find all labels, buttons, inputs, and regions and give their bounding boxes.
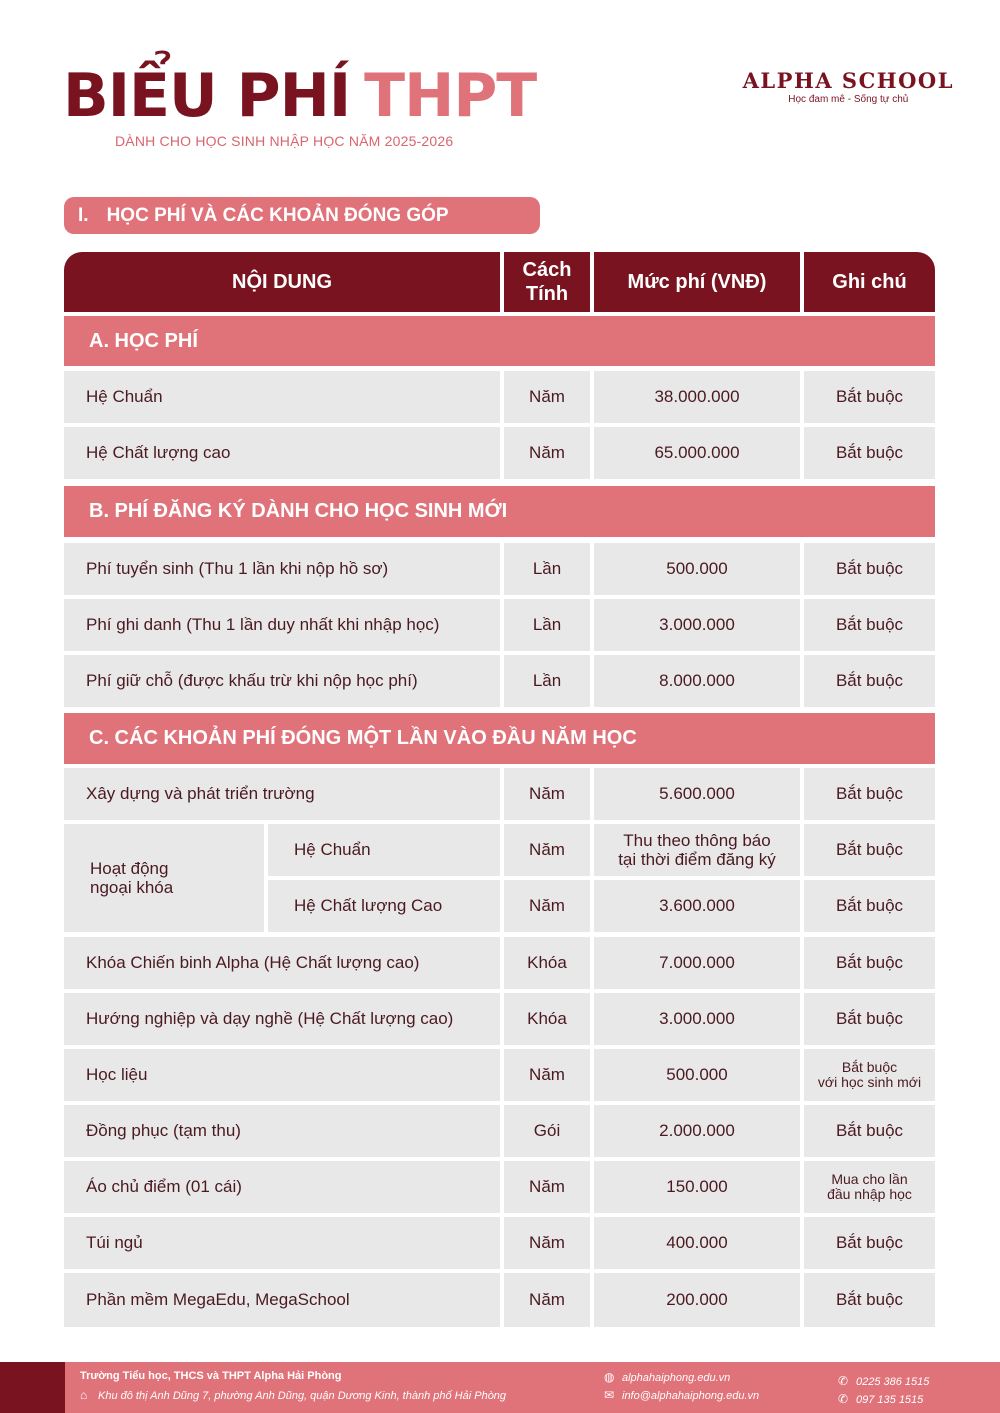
table-cell-content: Phí ghi danh (Thu 1 lần duy nhất khi nhập học) xyxy=(64,599,500,651)
table-cell-content: Đồng phục (tạm thu) xyxy=(64,1105,500,1157)
note-line2: với học sinh mới xyxy=(817,1074,922,1090)
mail-icon: ✉ xyxy=(604,1388,615,1402)
note-line2: đầu nhập học xyxy=(827,1186,912,1202)
footer-website-text: alphahaiphong.edu.vn xyxy=(622,1372,731,1384)
group-c-title: C. CÁC KHOẢN PHÍ ĐÓNG MỘT LẦN VÀO ĐẦU NĂM HỌC xyxy=(64,713,935,764)
table-cell-method: Lần xyxy=(504,599,590,651)
header-content: NỘI DUNG xyxy=(64,252,500,312)
table-cell-fee: 3.000.000 xyxy=(594,599,800,651)
footer-accent-block xyxy=(0,1362,65,1413)
table-cell-note xyxy=(804,1049,935,1101)
table-cell-fee: 3.000.000 xyxy=(594,993,800,1045)
table-cell-fee: 500.000 xyxy=(594,543,800,595)
footer-phone2[interactable] xyxy=(838,1392,923,1406)
table-cell-note: Bắt buộc xyxy=(804,880,935,932)
table-cell-method: Năm xyxy=(504,768,590,820)
section-label: HỌC PHÍ VÀ CÁC KHOẢN ĐÓNG GÓP xyxy=(106,205,449,226)
fee-line1: Thu theo thông báo xyxy=(623,831,771,850)
table-cell-note: Bắt buộc xyxy=(804,937,935,989)
footer-phone1[interactable] xyxy=(838,1374,929,1388)
group-b-title: B. PHÍ ĐĂNG KÝ DÀNH CHO HỌC SINH MỚI xyxy=(64,486,935,537)
table-cell-method: Khóa xyxy=(504,937,590,989)
table-cell-note: Bắt buộc xyxy=(804,1273,935,1327)
footer-phone2-text: 097 135 1515 xyxy=(856,1394,924,1406)
footer-address-text: Khu đô thị Anh Dũng 7, phường Anh Dũng, quận Dương Kinh, thành phố Hải Phòng xyxy=(98,1390,507,1402)
table-cell-note: Bắt buộc xyxy=(804,427,935,479)
table-cell-content: Hệ Chất lượng Cao xyxy=(268,880,500,932)
table-cell-content: Học liệu xyxy=(64,1049,500,1101)
table-cell-fee: 7.000.000 xyxy=(594,937,800,989)
table-cell-method: Năm xyxy=(504,427,590,479)
table-cell-fee xyxy=(594,824,800,876)
table-cell-method: Năm xyxy=(504,371,590,423)
note-line1: Mua cho lần xyxy=(831,1171,908,1187)
header-method-line2: Tính xyxy=(525,283,569,305)
footer-school-name: Trường Tiểu học, THCS và THPT Alpha Hải Phòng xyxy=(80,1370,342,1382)
table-cell-fee: 8.000.000 xyxy=(594,655,800,707)
table-cell-note: Bắt buộc xyxy=(804,371,935,423)
table-cell-content: Phí tuyển sinh (Thu 1 lần khi nộp hồ sơ) xyxy=(64,543,500,595)
globe-icon: ◍ xyxy=(604,1370,615,1384)
home-icon: ⌂ xyxy=(80,1388,88,1402)
table-cell-fee: 150.000 xyxy=(594,1161,800,1213)
table-cell-content: Phí giữ chỗ (được khấu trừ khi nộp học phí) xyxy=(64,655,500,707)
title-part2: THPT xyxy=(364,61,537,131)
table-cell-content: Hệ Chuẩn xyxy=(64,371,500,423)
table-cell-fee: 400.000 xyxy=(594,1217,800,1269)
table-cell-fee: 38.000.000 xyxy=(594,371,800,423)
page-title xyxy=(63,58,536,134)
table-cell-method: Lần xyxy=(504,655,590,707)
table-cell-method: Năm xyxy=(504,1049,590,1101)
table-cell-method: Lần xyxy=(504,543,590,595)
note-line1: Bắt buộc xyxy=(841,1059,898,1075)
table-cell-method: Khóa xyxy=(504,993,590,1045)
table-cell-content: Xây dựng và phát triển trường xyxy=(64,768,500,820)
table-cell-fee: 3.600.000 xyxy=(594,880,800,932)
fee-line2: tại thời điểm đăng ký xyxy=(618,850,776,869)
group-a-title: A. HỌC PHÍ xyxy=(64,316,935,366)
table-cell-note: Bắt buộc xyxy=(804,993,935,1045)
footer-phone1-text: 0225 386 1515 xyxy=(856,1376,930,1388)
logo-tagline: Học đam mê - Sống tự chủ xyxy=(788,94,909,105)
table-cell-method: Năm xyxy=(504,1273,590,1327)
table-cell-content: Khóa Chiến binh Alpha (Hệ Chất lượng cao) xyxy=(64,937,500,989)
table-cell-fee: 200.000 xyxy=(594,1273,800,1327)
school-logo xyxy=(743,68,954,105)
table-cell-note: Bắt buộc xyxy=(804,655,935,707)
table-cell-fee: 5.600.000 xyxy=(594,768,800,820)
phone-icon: ✆ xyxy=(838,1392,849,1406)
table-cell-content: Áo chủ điểm (01 cái) xyxy=(64,1161,500,1213)
table-cell-method: Năm xyxy=(504,824,590,876)
phone-icon: ✆ xyxy=(838,1374,849,1388)
title-part1: BIỂU PHÍ xyxy=(63,61,351,131)
footer-email[interactable] xyxy=(604,1388,759,1402)
activities-label-line1: Hoạt động xyxy=(90,859,169,878)
header-note: Ghi chú xyxy=(804,252,935,312)
table-cell-note: Bắt buộc xyxy=(804,824,935,876)
header-method xyxy=(504,252,590,312)
table-cell-note xyxy=(804,1161,935,1213)
table-cell-note: Bắt buộc xyxy=(804,768,935,820)
activities-label xyxy=(64,824,264,932)
activities-label-line2: ngoại khóa xyxy=(90,878,174,897)
table-cell-method: Năm xyxy=(504,1161,590,1213)
table-cell-note: Bắt buộc xyxy=(804,599,935,651)
table-cell-content: Hướng nghiệp và dạy nghề (Hệ Chất lượng cao) xyxy=(64,993,500,1045)
footer-website[interactable] xyxy=(604,1370,730,1384)
table-cell-method: Năm xyxy=(504,880,590,932)
table-cell-content: Hệ Chuẩn xyxy=(268,824,500,876)
header-method-line1: Cách xyxy=(522,259,572,281)
table-cell-content: Hệ Chất lượng cao xyxy=(64,427,500,479)
table-cell-content: Phần mềm MegaEdu, MegaSchool xyxy=(64,1273,500,1327)
footer-address xyxy=(80,1388,506,1402)
table-cell-fee: 65.000.000 xyxy=(594,427,800,479)
logo-name: ALPHA SCHOOL xyxy=(742,68,954,93)
table-cell-note: Bắt buộc xyxy=(804,1105,935,1157)
table-cell-note: Bắt buộc xyxy=(804,543,935,595)
table-cell-method: Gói xyxy=(504,1105,590,1157)
header-fee: Mức phí (VNĐ) xyxy=(594,252,800,312)
table-cell-fee: 2.000.000 xyxy=(594,1105,800,1157)
table-cell-fee: 500.000 xyxy=(594,1049,800,1101)
table-cell-note: Bắt buộc xyxy=(804,1217,935,1269)
page-subtitle: DÀNH CHO HỌC SINH NHẬP HỌC NĂM 2025-2026 xyxy=(115,133,454,149)
footer-email-text: info@alphahaiphong.edu.vn xyxy=(622,1390,760,1402)
section-number: I. xyxy=(78,205,89,226)
table-cell-method: Năm xyxy=(504,1217,590,1269)
section-title xyxy=(64,197,540,234)
table-cell-content: Túi ngủ xyxy=(64,1217,500,1269)
